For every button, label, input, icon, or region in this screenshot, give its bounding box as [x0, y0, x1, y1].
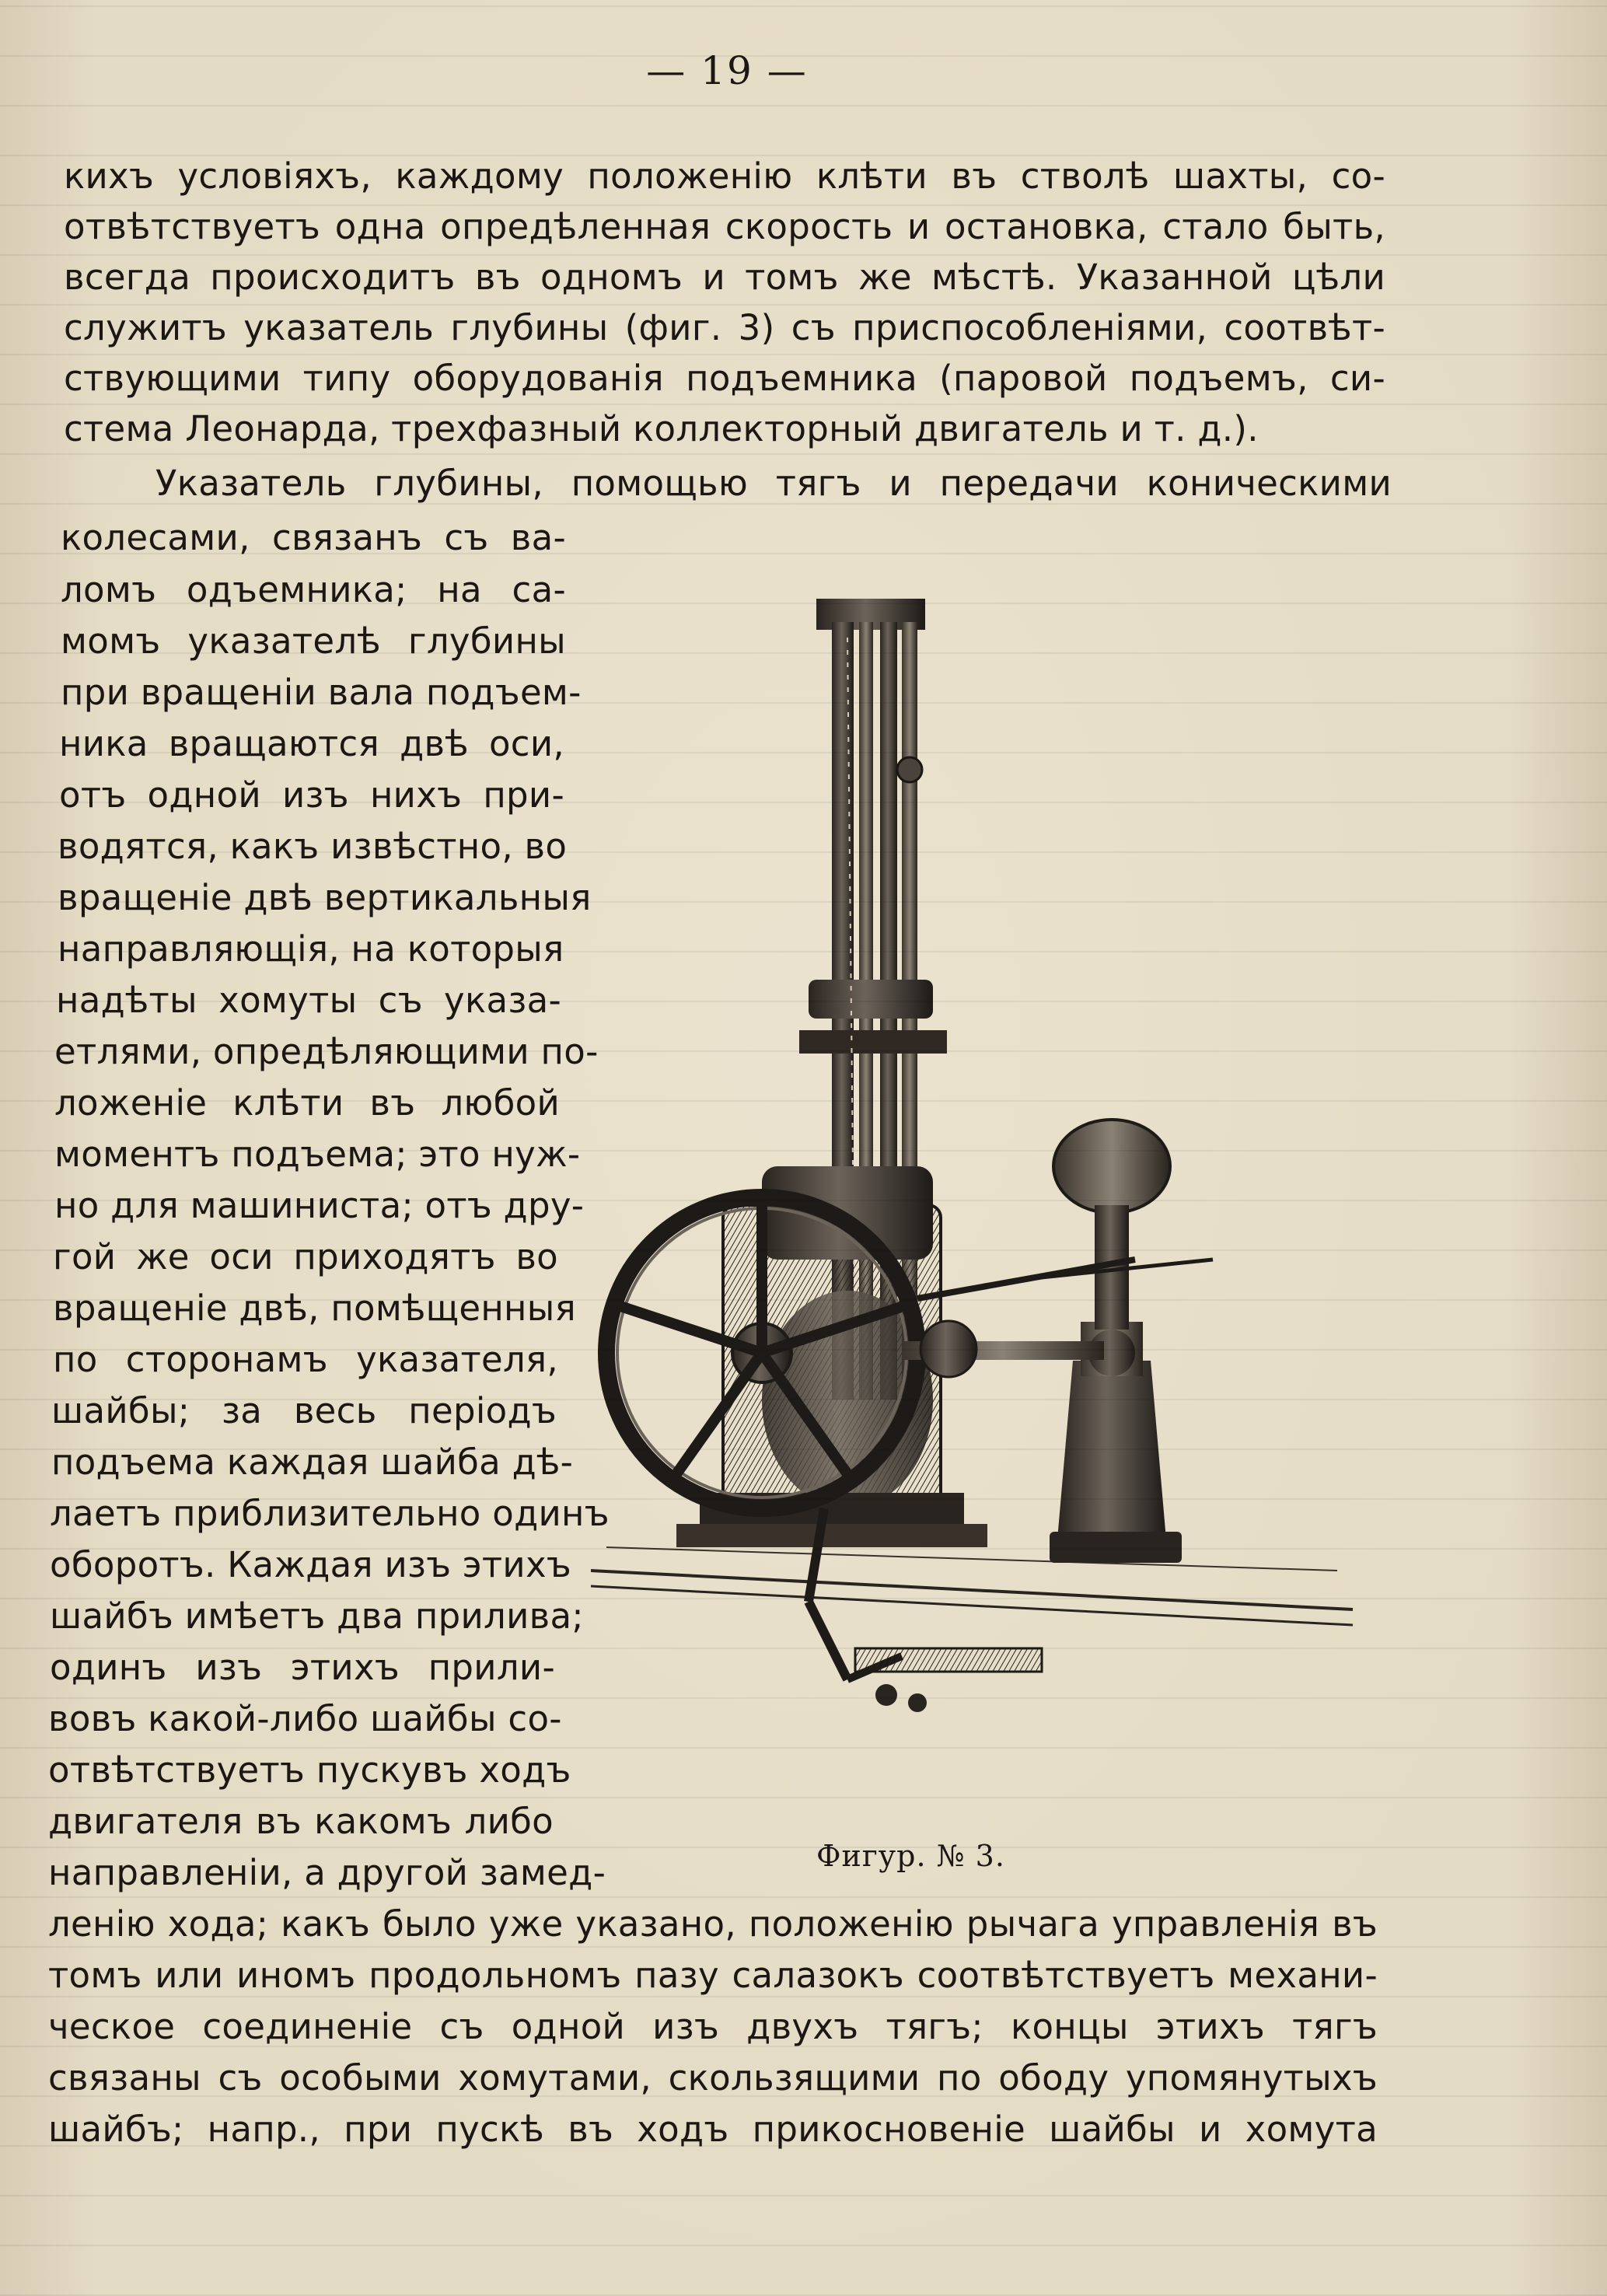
- text-line: моментъ подъема; это нуж-: [54, 1134, 581, 1175]
- text-line: етлями, опредѣляющими по-: [54, 1031, 599, 1072]
- text-line: гой же оси приходятъ во: [53, 1236, 558, 1277]
- depth-indicator-figure: [591, 575, 1368, 1788]
- text-line: шайбъ; напр., при пускѣ въ ходъ прикосновеніе шайбы и хомута: [48, 2109, 1378, 2150]
- text-line: оборотъ. Каждая изъ этихъ: [50, 1544, 572, 1585]
- base-rails: [591, 1547, 1353, 1625]
- text-line: томъ или иномъ продольномъ пазу салазокъ соотвѣтствуетъ механи-: [48, 1955, 1378, 1996]
- text-line: но для машиниста; отъ дру-: [54, 1185, 585, 1226]
- text-line: водятся, какъ извѣстно, во: [58, 826, 568, 867]
- text-line: вращеніе двѣ, помѣщенныя: [53, 1288, 576, 1329]
- text-line: отъ одной изъ нихъ при-: [59, 774, 564, 816]
- text-line: двигателя въ какомъ либо: [48, 1801, 554, 1842]
- text-line: служитъ указатель глубины (фиг. 3) съ приспособленіями, соотвѣт-: [64, 307, 1385, 348]
- text-line: ложеніе клѣти въ любой: [54, 1082, 560, 1124]
- text-line: кихъ условіяхъ, каждому положенію клѣти въ стволѣ шахты, со-: [64, 156, 1385, 197]
- text-line: колесами, связанъ съ ва-: [61, 517, 566, 558]
- text-line: одинъ изъ этихъ прили-: [50, 1647, 555, 1688]
- text-line: связаны съ особыми хомутами, скользящими по ободу упомянутыхъ: [48, 2057, 1378, 2099]
- text-line: надѣты хомуты съ указа-: [56, 980, 561, 1021]
- text-line: вовъ какой-либо шайбы со-: [48, 1698, 562, 1739]
- text-line: ломъ одъемника; на са-: [61, 569, 566, 610]
- drive-shaft: [902, 1260, 1213, 1377]
- text-line: ческое соединеніе съ одной изъ двухъ тягъ; концы этихъ тягъ: [48, 2006, 1378, 2047]
- text-line: вращеніе двѣ вертикальныя: [58, 877, 592, 918]
- text-line: шайбъ имѣетъ два прилива;: [50, 1595, 584, 1637]
- text-line: ствующими типу оборудованія подъемника (паровой подъемъ, си-: [64, 358, 1385, 399]
- figure-caption: Фигур. № 3.: [816, 1839, 1005, 1873]
- text-line: лаетъ приблизительно одинъ: [50, 1493, 610, 1534]
- text-line: при вращеніи вала подъем-: [61, 672, 582, 713]
- text-line: всегда происходитъ въ одномъ и томъ же мѣстѣ. Указанной цѣли: [64, 257, 1385, 298]
- text-line: Указатель глубины, помощью тягъ и передачи коническими: [155, 463, 1392, 504]
- text-line: отвѣтствуетъ пускувъ ходъ: [48, 1749, 571, 1791]
- text-line: ника вращаются двѣ оси,: [59, 723, 564, 764]
- page-number: — 19 —: [646, 48, 808, 93]
- text-line: по сторонамъ указателя,: [53, 1339, 558, 1380]
- text-line: стема Леонарда, трехфазный коллекторный двигатель и т. д.).: [64, 408, 1259, 449]
- text-line: подъема каждая шайба дѣ-: [51, 1442, 574, 1483]
- text-line: ленію хода; какъ было уже указано, положенію рычага управленія въ: [48, 1903, 1378, 1945]
- text-line: отвѣтствуетъ одна опредѣленная скорость и остановка, стало быть,: [64, 206, 1385, 247]
- text-line: шайбы; за весь періодъ: [51, 1390, 557, 1431]
- text-line: направляющія, на которыя: [58, 928, 564, 970]
- text-line: момъ указателѣ глубины: [61, 620, 566, 662]
- text-line: направленіи, а другой замед-: [48, 1852, 606, 1893]
